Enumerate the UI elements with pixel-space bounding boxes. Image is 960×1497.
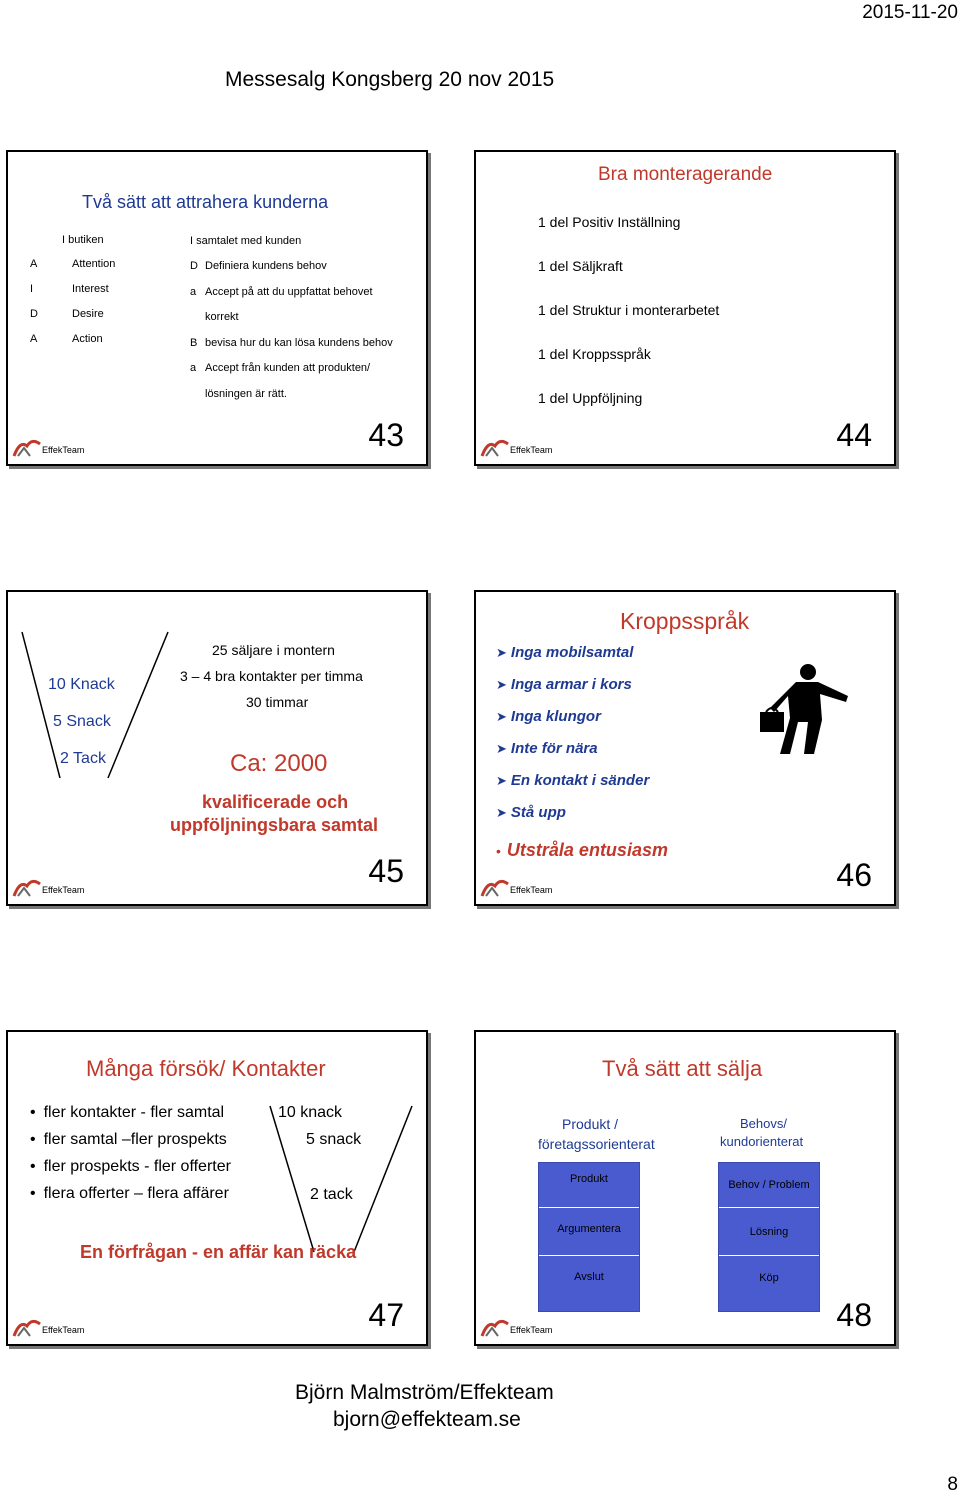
right-header-1: Behovs/ bbox=[740, 1116, 787, 1131]
left-header-1: Produkt / bbox=[562, 1116, 619, 1132]
bullet-item: • fler kontakter - fler samtal bbox=[30, 1104, 225, 1121]
bullet-icon: • bbox=[30, 1104, 36, 1121]
right-header-2: kundorienterat bbox=[720, 1134, 804, 1149]
right-column-box bbox=[718, 1162, 820, 1312]
dabba-text: korrekt bbox=[205, 311, 239, 323]
page-date: 2015-11-20 bbox=[862, 2, 958, 23]
left-column-box bbox=[538, 1162, 640, 1312]
list-item: 1 del Kroppsspråk bbox=[538, 346, 651, 362]
arrow-icon: ➤ bbox=[496, 709, 507, 724]
logo-text: EffekTeam bbox=[42, 1325, 85, 1335]
bullet-item: • flera offerter – flera affärer bbox=[30, 1185, 229, 1202]
slide-title: Två sätt att sälja bbox=[602, 1056, 763, 1081]
list-item: ➤ Inga armar i kors bbox=[496, 676, 632, 693]
logo-text: EffekTeam bbox=[42, 445, 85, 455]
divider bbox=[539, 1207, 639, 1208]
dabba-letter: a bbox=[190, 362, 197, 374]
businessman-icon bbox=[756, 660, 856, 760]
dabba-letter: B bbox=[190, 337, 198, 349]
dabba-letter: a bbox=[190, 286, 197, 298]
aida-letter: A bbox=[30, 333, 38, 345]
line-timmar: 30 timmar bbox=[246, 694, 309, 710]
list-item: 1 del Struktur i monterarbetet bbox=[538, 302, 720, 318]
slide-43 bbox=[6, 150, 428, 466]
arrow-icon: ➤ bbox=[496, 677, 507, 692]
funnel-snack: 5 snack bbox=[306, 1131, 362, 1148]
qualified-line2: uppföljningsbara samtal bbox=[170, 815, 379, 835]
effekteam-logo bbox=[480, 436, 570, 460]
bullet-item: • fler prospekts - fler offerter bbox=[30, 1158, 231, 1175]
divider bbox=[539, 1255, 639, 1256]
right-box-item: Behov / Problem bbox=[728, 1179, 810, 1191]
dabba-text: bevisa hur du kan lösa kundens behov bbox=[205, 337, 393, 349]
slide-number: 43 bbox=[368, 417, 404, 453]
dabba-text: Definiera kundens behov bbox=[205, 260, 327, 272]
list-item: ➤ Inga mobilsamtal bbox=[496, 644, 634, 661]
list-item: ➤ Stå upp bbox=[496, 804, 566, 821]
bullet-icon: • bbox=[30, 1131, 36, 1148]
aida-word: Interest bbox=[72, 283, 109, 295]
slide-title: Kroppsspråk bbox=[620, 608, 750, 634]
effekteam-logo bbox=[480, 1316, 570, 1340]
list-item: ➤ Inga klungor bbox=[496, 708, 601, 725]
funnel-lines bbox=[8, 592, 428, 906]
right-box-item: Lösning bbox=[749, 1226, 789, 1238]
list-item: 1 del Uppföljning bbox=[538, 390, 643, 406]
slide-45 bbox=[6, 590, 428, 906]
col-header-samtalet: I samtalet med kunden bbox=[190, 235, 302, 247]
line-kontakter: 3 – 4 bra kontakter per timma bbox=[180, 668, 363, 684]
funnel-knack: 10 knack bbox=[278, 1104, 343, 1121]
bullet-item: • fler samtal –fler prospekts bbox=[30, 1131, 227, 1148]
aida-word: Action bbox=[72, 333, 103, 345]
slide-44 bbox=[474, 150, 896, 466]
aida-word: Attention bbox=[72, 258, 116, 270]
slide-48 bbox=[474, 1030, 896, 1346]
bullet-icon: • bbox=[30, 1158, 36, 1175]
effekteam-logo bbox=[12, 1316, 102, 1340]
dabba-text: Accept från kunden att produkten/ bbox=[205, 362, 371, 374]
arrow-icon: ➤ bbox=[496, 805, 507, 820]
slide-46 bbox=[474, 590, 896, 906]
page-title: Messesalg Kongsberg 20 nov 2015 bbox=[225, 68, 555, 91]
aida-letter: I bbox=[30, 283, 34, 295]
logo-text: EffekTeam bbox=[42, 885, 85, 895]
logo-text: EffekTeam bbox=[510, 1325, 553, 1335]
funnel-knack: 10 Knack bbox=[48, 676, 115, 693]
left-header-2: företagssorienterat bbox=[538, 1136, 655, 1152]
slide-title: Många försök/ Kontakter bbox=[86, 1056, 326, 1081]
slide-title: Två sätt att attrahera kunderna bbox=[82, 192, 329, 212]
aida-word: Desire bbox=[72, 308, 104, 320]
page-number: 8 bbox=[947, 1474, 958, 1495]
author-name: Björn Malmström/Effekteam bbox=[295, 1381, 554, 1404]
slide-title: Bra monteragerande bbox=[598, 164, 773, 185]
slide-number: 48 bbox=[836, 1297, 872, 1333]
logo-text: EffekTeam bbox=[510, 885, 553, 895]
dabba-text: Accept på att du uppfattat behovet bbox=[205, 286, 373, 298]
arrow-icon: ➤ bbox=[496, 741, 507, 756]
left-box-item: Argumentera bbox=[557, 1223, 621, 1235]
list-item: ➤ Inte för nära bbox=[496, 740, 598, 757]
arrow-icon: ➤ bbox=[496, 773, 507, 788]
aida-letter: A bbox=[30, 258, 38, 270]
slide-number: 45 bbox=[368, 853, 404, 889]
slide-number: 44 bbox=[836, 417, 872, 453]
funnel-tack: 2 tack bbox=[310, 1186, 353, 1203]
footer-note: En förfrågan - en affär kan räcka bbox=[80, 1242, 357, 1262]
big-number: Ca: 2000 bbox=[230, 750, 328, 777]
col-header-butiken: I butiken bbox=[62, 234, 104, 246]
list-item: 1 del Säljkraft bbox=[538, 258, 623, 274]
right-box-item: Köp bbox=[759, 1272, 779, 1284]
arrow-icon: ➤ bbox=[496, 645, 507, 660]
qualified-line1: kvalificerade och bbox=[202, 792, 349, 812]
author-email[interactable]: bjorn@effekteam.se bbox=[333, 1408, 521, 1431]
divider bbox=[719, 1207, 819, 1208]
slide-47 bbox=[6, 1030, 428, 1346]
bullet-icon: • bbox=[30, 1185, 36, 1202]
left-box-item: Produkt bbox=[570, 1173, 608, 1185]
list-item-enthusiasm: • Utstråla entusiasm bbox=[496, 840, 668, 860]
divider bbox=[719, 1255, 819, 1256]
dabba-text: lösningen är rätt. bbox=[205, 388, 287, 400]
logo-text: EffekTeam bbox=[510, 445, 553, 455]
funnel-tack: 2 Tack bbox=[60, 750, 106, 767]
effekteam-logo bbox=[12, 876, 102, 900]
effekteam-logo bbox=[480, 876, 570, 900]
slide-number: 47 bbox=[368, 1297, 404, 1333]
dabba-letter: D bbox=[190, 260, 198, 272]
list-item: ➤ En kontakt i sänder bbox=[496, 772, 650, 789]
funnel-snack: 5 Snack bbox=[53, 713, 111, 730]
aida-letter: D bbox=[30, 308, 38, 320]
left-box-item: Avslut bbox=[574, 1271, 604, 1283]
bullet-icon: • bbox=[496, 843, 501, 859]
line-saljare: 25 säljare i montern bbox=[212, 642, 335, 658]
effekteam-logo bbox=[12, 436, 102, 460]
list-item: 1 del Positiv Inställning bbox=[538, 214, 681, 230]
slide-number: 46 bbox=[836, 857, 872, 893]
